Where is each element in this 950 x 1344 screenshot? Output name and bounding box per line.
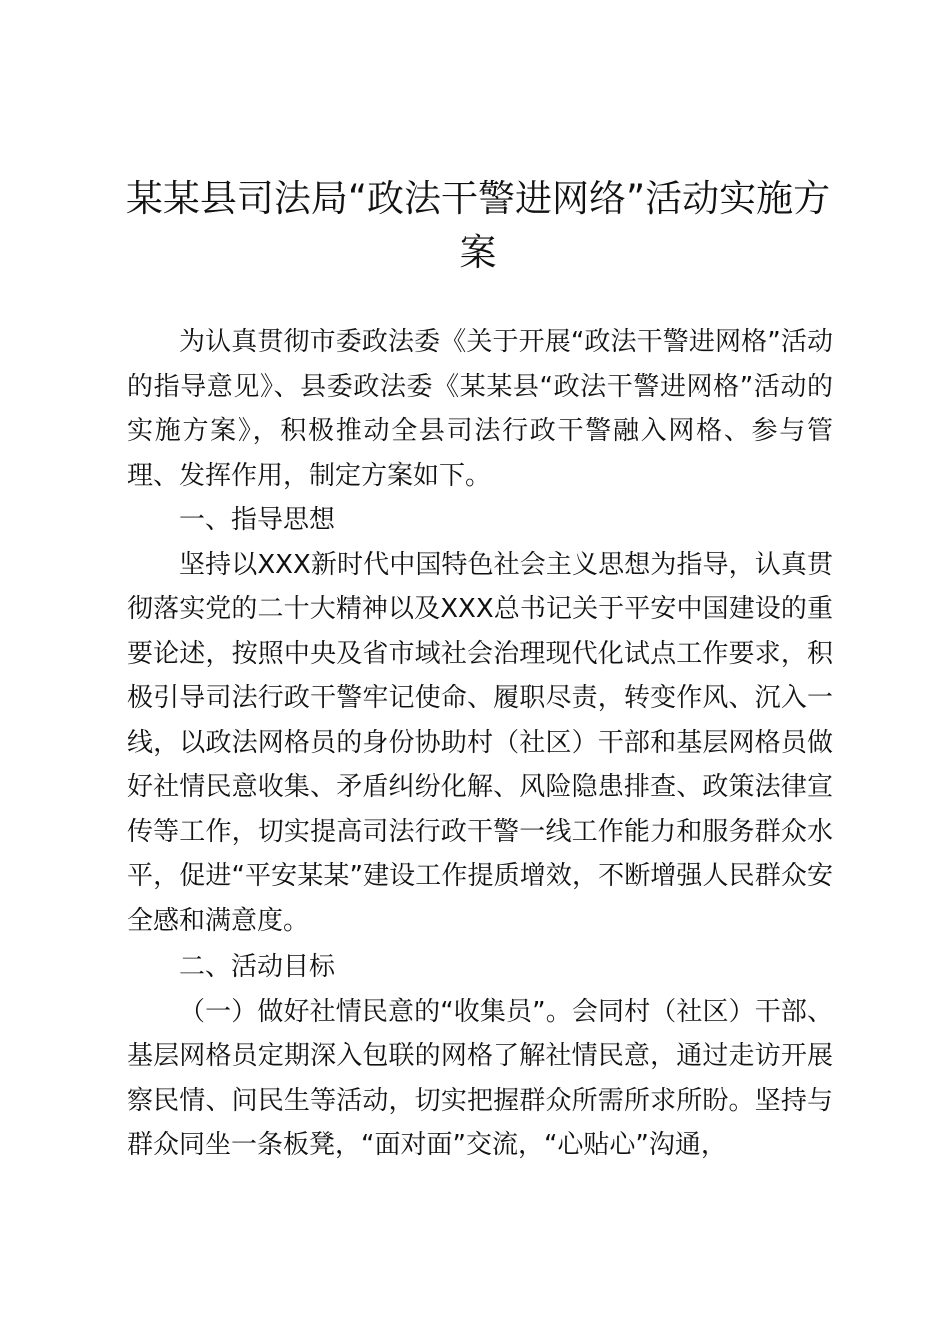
- document-body: [127, 320, 833, 1168]
- intro-paragraph: 为认真贯彻市委政法委《关于开展“政法干警进网格”活动的指导意见》、县委政法委《某某县“政法干警进网格”活动的实施方案》，积极推动全县司法行政干警融入网格、参与管理、发挥作用，制定方案如下。: [127, 327, 833, 491]
- title-line-2: 案: [459, 231, 497, 274]
- section-heading-guiding-ideology: 一、指导思想: [179, 505, 336, 535]
- guiding-ideology-paragraph: 坚持以XXX新时代中国特色社会主义思想为指导，认真贯彻落实党的二十大精神以及XXX总书记关于平安中国建设的重要论述，按照中央及省市域社会治理现代化试点工作要求，积极引导司法行政干警牢记使命、履职尽责，转变作风、沉入一线，以政法网格员的身份协助村（社区）干部和基层网格员做好社情民意收集、矛盾纠纷化解、风险隐患排查、政策法律宣传等工作，切实提高司法行政干警一线工作能力和服务群众水平，促进“平安某某”建设工作提质增效，不断增强人民群众安全感和满意度。: [127, 549, 833, 936]
- section-heading-activity-goals: 二、活动目标: [179, 952, 336, 982]
- activity-goal-1-paragraph: （一）做好社情民意的“收集员”。会同村（社区）干部、基层网格员定期深入包联的网格了解社情民意，通过走访开展察民情、问民生等活动，切实把握群众所需所求所盼。坚持与群众同坐一条板凳，“面对面”交流，“心贴心”沟通，: [127, 996, 833, 1160]
- document-title: [118, 172, 838, 280]
- title-line-1: 某某县司法局“政法干警进网络”活动实施方: [125, 177, 831, 220]
